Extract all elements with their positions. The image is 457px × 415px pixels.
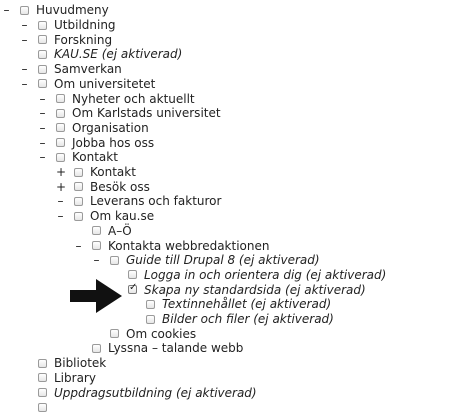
tree-item[interactable] [20,356,106,371]
item-checkbox[interactable] [74,168,83,177]
item-label: Forskning [54,32,113,47]
item-label: Bilder och filer (ej aktiverad) [162,312,334,327]
item-checkbox[interactable] [74,182,83,191]
collapse-icon[interactable]: – [21,76,28,91]
item-checkbox[interactable] [92,241,101,250]
tree-item[interactable] [56,165,136,180]
item-checkbox[interactable] [146,300,155,309]
item-checkbox[interactable] [56,94,65,103]
arrow-right-icon [70,279,122,313]
item-checkbox[interactable] [38,403,47,412]
tree-item[interactable] [20,47,182,62]
tree-item[interactable] [128,312,334,327]
tree-item[interactable] [20,371,96,386]
collapse-icon[interactable]: – [39,106,46,121]
collapse-icon[interactable]: – [21,32,28,47]
collapse-icon[interactable]: – [21,18,28,33]
item-checkbox[interactable] [38,35,47,44]
collapse-icon[interactable]: – [21,62,28,77]
item-label: Samverkan [54,62,122,77]
item-checkbox[interactable] [128,270,137,279]
item-label: Textinnehållet (ej aktiverad) [162,297,332,312]
item-checkbox[interactable] [38,79,47,88]
expand-icon[interactable]: + [56,179,67,194]
item-label: Kontakta webbredaktionen [108,238,270,253]
item-label: Uppdragsutbildning (ej aktiverad) [54,385,257,400]
tree-item[interactable] [92,253,320,268]
item-checkbox[interactable] [56,109,65,118]
item-checkbox[interactable] [92,344,101,353]
item-checkbox[interactable] [92,226,101,235]
item-checkbox[interactable] [38,359,47,368]
item-label: Skapa ny standardsida (ej aktiverad) [144,282,366,297]
tree-item[interactable] [56,209,154,224]
item-label: Leverans och fakturor [90,194,222,209]
tree-item[interactable] [20,62,122,77]
collapse-icon[interactable]: – [39,91,46,106]
tree-item[interactable] [92,326,196,341]
item-label: Jobba hos oss [72,135,155,150]
item-checkbox[interactable] [20,6,29,15]
item-checkbox[interactable] [110,256,119,265]
tree-item[interactable] [56,179,150,194]
item-checkbox[interactable] [38,373,47,382]
tree-item[interactable] [38,150,118,165]
item-label: Om cookies [126,326,197,341]
expand-icon[interactable]: + [56,165,67,180]
item-label: Organisation [72,120,149,135]
item-checkbox[interactable] [56,138,65,147]
tree-item[interactable] [56,194,221,209]
item-label: Utbildning [54,18,116,33]
item-checkbox[interactable] [38,388,47,397]
collapse-icon[interactable]: – [39,150,46,165]
item-label: Bibliotek [54,356,107,371]
collapse-icon[interactable]: – [93,253,100,268]
collapse-icon[interactable]: – [39,120,46,135]
tree-item[interactable] [38,106,221,121]
item-label: Huvudmeny [36,3,109,18]
item-checkbox[interactable] [38,50,47,59]
tree-item[interactable] [110,268,386,283]
item-label: Om kau.se [90,209,155,224]
tree-item[interactable] [20,385,257,400]
tree-item[interactable] [38,91,195,106]
item-label: Lyssna – talande webb [108,341,244,356]
tree-item[interactable] [2,3,109,18]
collapse-icon[interactable]: – [57,194,64,209]
item-label: Kontakt [72,150,118,165]
tree-item[interactable] [20,18,116,33]
item-checkbox[interactable] [56,153,65,162]
item-label: Om Karlstads universitet [72,106,221,121]
item-label: Om universitetet [54,76,156,91]
item-checkbox[interactable] [56,123,65,132]
item-checkbox[interactable] [128,285,137,294]
item-label: Kontakt [90,165,136,180]
tree-item[interactable] [74,224,132,239]
collapse-icon[interactable]: – [39,135,46,150]
item-checkbox[interactable] [110,329,119,338]
tree-item[interactable] [20,400,54,415]
collapse-icon[interactable]: – [3,3,10,18]
item-checkbox[interactable] [38,65,47,74]
tree-item[interactable] [74,341,243,356]
tree-item[interactable] [20,77,155,92]
item-checkbox[interactable] [74,197,83,206]
collapse-icon[interactable]: – [75,238,82,253]
item-label: Nyheter och aktuellt [72,91,195,106]
item-label: A–Ö [108,223,132,238]
tree-item[interactable] [38,121,149,136]
tree-item[interactable] [38,135,154,150]
item-label: Besök oss [90,179,150,194]
item-label: Library [54,370,96,385]
collapse-icon[interactable]: – [57,209,64,224]
item-label: Logga in och orientera dig (ej aktiverad) [144,267,387,282]
tree-item[interactable] [128,297,331,312]
item-label: KAU.SE (ej aktiverad) [54,47,183,62]
item-label: Guide till Drupal 8 (ej aktiverad) [126,253,320,268]
tree-item[interactable] [110,282,366,297]
tree-item[interactable] [74,238,269,253]
item-checkbox[interactable] [146,315,155,324]
tree-item[interactable] [20,32,112,47]
item-checkbox[interactable] [38,21,47,30]
item-checkbox[interactable] [74,212,83,221]
